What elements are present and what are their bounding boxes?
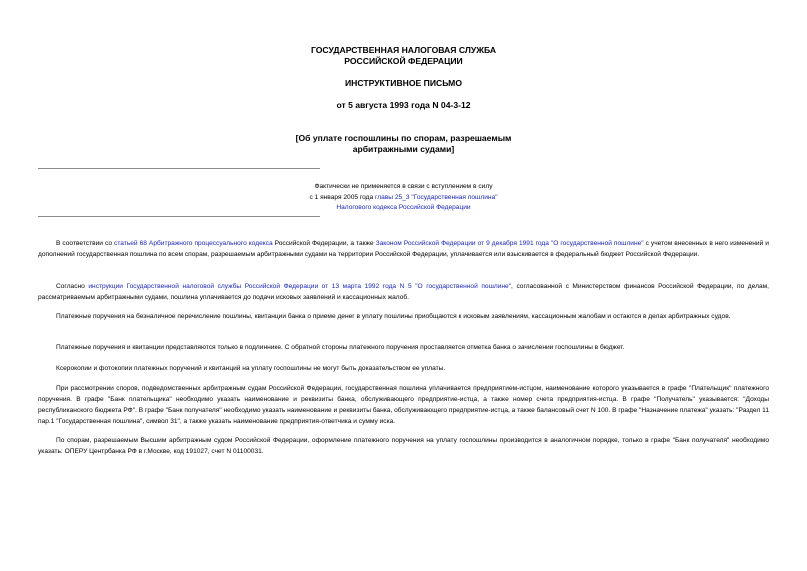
document-subject: [0, 133, 807, 155]
document-date: от 5 августа 1993 года N 04-3-12: [336, 100, 471, 110]
status-note-line-1: Фактически не применяется в связи с вступлением в силу: [314, 183, 493, 190]
status-note: [0, 182, 807, 214]
document-type: ИНСТРУКТИВНОЕ ПИСЬМО: [344, 78, 463, 88]
state-duty-law-link[interactable]: Законом Российской Федерации от 9 декабря 1991 года "О государственной пошлине": [375, 240, 644, 247]
paragraph-2-text-a: Согласно: [56, 283, 89, 290]
paragraph-1-text-c: с учетом внесенных в него изменений и дополнений государственная пошлина по всем спорам, разрешаемым арбитражными судами на территории Российской Федерации, уплачивается или взыскивается в федеральный бюджет Российской Федерации.: [38, 240, 769, 259]
subject-line-2: арбитражными судами]: [352, 144, 455, 154]
paragraph-4: Платежные поручения и квитанции представляются только в подлиннике. С обратной стороны платежного поручения проставляется отметка банка о зачислении госпошлины в бюджет.: [56, 344, 625, 351]
tax-code-link[interactable]: Налогового кодекса Российской Федерации: [336, 204, 471, 211]
paragraph-3: Платежные поручения на безналичное перечисление пошлины, квитанции банка о приеме денег в уплату пошлины приобщаются к исковым заявлениям, кассационным жалобам и остаются в делах арбитражных судов.: [56, 313, 731, 320]
tax-code-chapter-link[interactable]: главы 25_3 "Государственная пошлина": [375, 193, 498, 201]
paragraph-5: Ксерокопии и фотокопии платежных поручений и квитанций на уплату госпошлины не могут быть доказательством ее уплаты.: [56, 365, 446, 372]
subject-line-1: [Об уплате госпошлины по спорам, разрешаемым: [295, 133, 512, 143]
arbitration-code-article-link[interactable]: статьей 68 Арбитражного процессуального кодекса: [114, 240, 273, 247]
paragraph-2-text-b: , согласованной с Министерством финансов Российской Федерации, по делам, рассматриваемым арбитражными судами, пошлина уплачивается до подачи исковых заявлений и кассационных жалоб.: [38, 283, 769, 302]
authority-line-1: ГОСУДАРСТВЕННАЯ НАЛОГОВАЯ СЛУЖБА: [310, 45, 497, 55]
paragraph-7: По спорам, разрешаемым Высшим арбитражным судом Российской Федерации, оформление платежного поручения на уплату госпошлины производится в аналогичном порядке, только в графе "Банк получателя" необходимо указать: ОПЕРУ Центрбанка РФ в г.Москве, код 191027, счет N 01100031.: [38, 437, 769, 456]
divider-top: [38, 168, 320, 169]
status-note-text: с 1 января 2005 года: [309, 193, 376, 201]
status-note-line-2: [0, 193, 807, 204]
paragraph-1: [38, 238, 769, 260]
tax-service-instruction-link[interactable]: инструкции Государственной налоговой службы Российской Федерации от 13 марта 1992 года N 5 "О государственной пошлине": [88, 283, 512, 290]
authority-line-2: РОССИЙСКОЙ ФЕДЕРАЦИИ: [344, 56, 463, 66]
paragraph-6: При рассмотрении споров, подведомственных арбитражным судам Российской Федерации, государственная пошлина уплачивается предприятием-истцом, наименование которого указывается в графе "Плательщик" платежного поручения. В графе "Банк плательщика" необходимо указать наименование и реквизиты банка, обслуживающего предприятие-истца, а также номер счета предприятия-истца. В графе "Получатель" указывается: "Доходы республиканского бюджета РФ". В графе "Банк получателя" необходимо указать наименование и реквизиты банка, обслуживающего предприятие-истца, а также балансовый счет N 100. В графе "Назначение платежа" указать: "Раздел 11 пар.1 "Государственная пошлина", символ 31", а также указать наименование предприятия-ответчика и сумму иска.: [38, 385, 769, 426]
divider-bottom: [38, 216, 320, 217]
issuing-authority: [0, 45, 807, 67]
paragraph-1-text-b: Российской Федерации, а также: [272, 240, 376, 247]
paragraph-1-text-a: В соответствии со: [56, 240, 115, 247]
paragraph-2: [38, 281, 769, 303]
status-note-line-3: [0, 203, 807, 214]
